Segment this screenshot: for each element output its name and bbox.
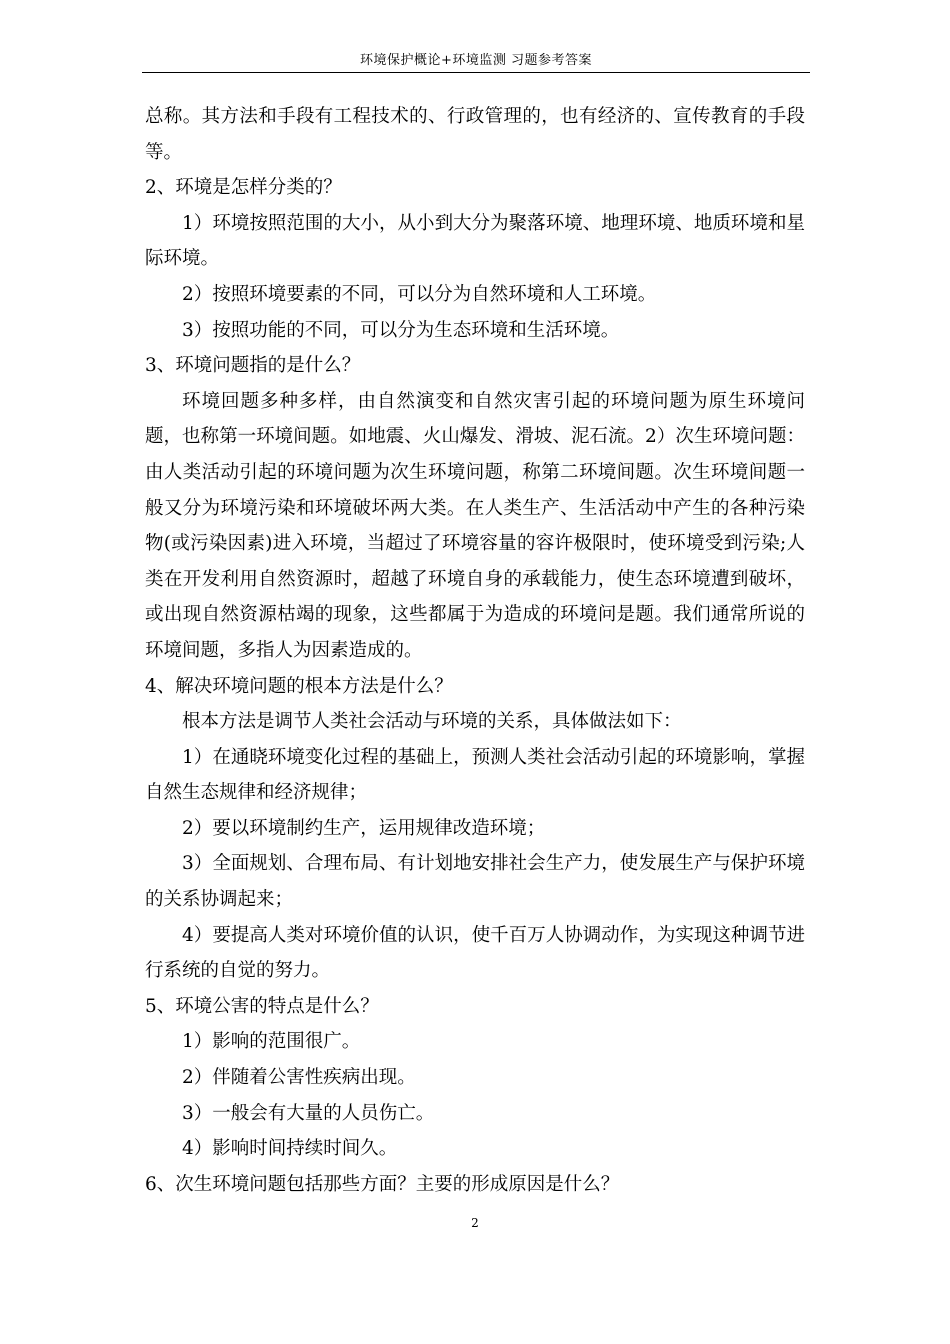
question-heading: 4、解决环境问题的根本方法是什么？	[145, 675, 453, 697]
question-heading: 2、环境是怎样分类的？	[145, 177, 342, 199]
answer-item: 1）在通晓环境变化过程的基础上，预测人类社会活动引起的环境影响，掌握自然生态规律和经济规律；	[145, 746, 805, 804]
answer-paragraph: 环境回题多种多样，由自然演变和自然灾害引起的环境问题为原生环境问题，也称第一环境间题。如地震、火山爆发、滑坡、泥石流。2）次生环境问题：由人类活动引起的环境问题为次生环境问题，称第二环境间题。次生环境间题一般又分为环境污染和环境破坏两大类。在人类生产、生活活动中产生的各种污染物(或污染因素)进入环境，当超过了环境容量的容许极限时，使环境受到污染;人类在开发利用自然资源时，超越了环境自身的承载能力，使生态环境遭到破坏，或出现自然资源枯竭的现象，这些都属于为造成的环境问是题。我们通常所说的环境间题，多指人为因素造成的。	[145, 390, 805, 661]
answer-item: 1）影响的范围很广。	[182, 1031, 361, 1053]
answer-item: 4）影响时间持续时间久。	[182, 1138, 398, 1160]
answer-item: 1）环境按照范围的大小，从小到大分为聚落环境、地理环境、地质环境和星际环境。	[145, 212, 805, 270]
page-number: 2	[471, 1216, 479, 1230]
answer-item: 2）伴随着公害性疾病出现。	[182, 1067, 416, 1089]
question-heading: 5、环境公害的特点是什么？	[145, 995, 379, 1017]
question-heading: 3、环境问题指的是什么？	[145, 355, 361, 377]
running-header: 环境保护概论+环境监测 习题参考答案	[359, 53, 593, 68]
question-heading: 6、次生环境问题包括那些方面？主要的形成原因是什么？	[145, 1173, 620, 1195]
header-divider	[142, 72, 810, 73]
answer-item: 2）要以环境制约生产，运用规律改造环境；	[182, 817, 546, 839]
answer-item: 3）一般会有大量的人员伤亡。	[182, 1102, 435, 1124]
answer-item: 2）按照环境要素的不同，可以分为自然环境和人工环境。	[182, 283, 657, 305]
page-body	[145, 99, 805, 1202]
paragraph-continuation: 总称。其方法和手段有工程技术的、行政管理的，也有经济的、宣传教育的手段等。	[145, 106, 805, 163]
answer-item: 4）要提高人类对环境价值的认识，使千百万人协调动作，为实现这种调节进行系统的自觉的努力。	[145, 924, 805, 982]
answer-item: 3）全面规划、合理布局、有计划地安排社会生产力，使发展生产与保护环境的关系协调起来；	[145, 853, 805, 911]
answer-paragraph: 根本方法是调节人类社会活动与环境的关系，具体做法如下：	[182, 711, 682, 733]
answer-item: 3）按照功能的不同，可以分为生态环境和生活环境。	[182, 319, 620, 341]
